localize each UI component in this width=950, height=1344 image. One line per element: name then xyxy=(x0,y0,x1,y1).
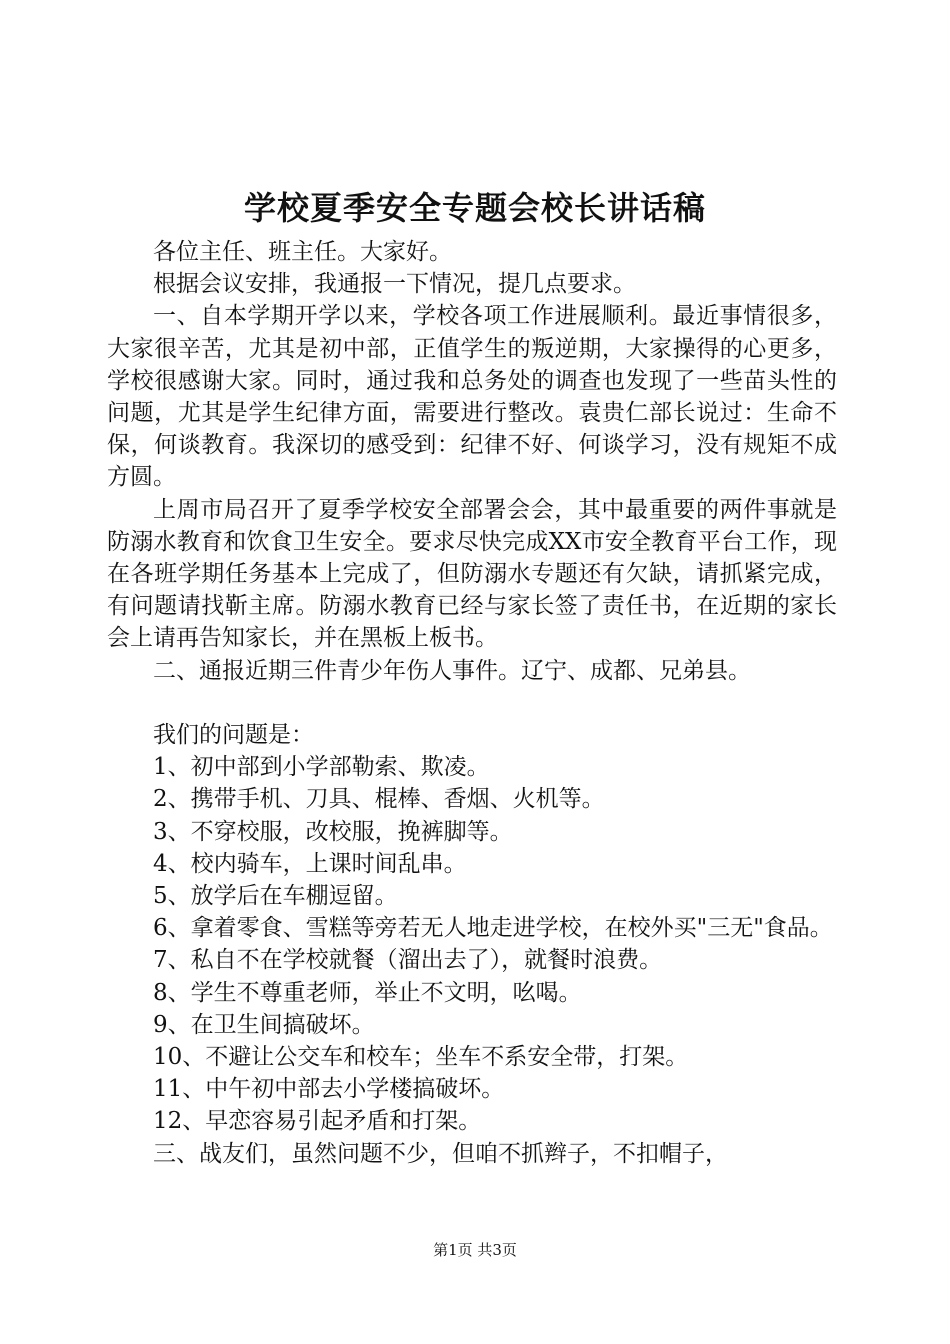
problem-item: 9、在卫生间搞破坏。 xyxy=(153,1011,375,1038)
document-body xyxy=(107,236,837,1170)
problem-item: 3、不穿校服，改校服，挽裤脚等。 xyxy=(153,818,513,845)
paragraph-greeting: 各位主任、班主任。大家好。 xyxy=(153,239,452,265)
blank-line xyxy=(107,687,837,719)
problem-item: 8、学生不尊重老师，举止不文明，吆喝。 xyxy=(153,979,582,1006)
problem-item: 6、拿着零食、雪糕等旁若无人地走进学校，在校外买"三无"食品。 xyxy=(153,915,833,942)
document-title: 学校夏季安全专题会校长讲话稿 xyxy=(243,189,706,227)
problem-item: 2、携带手机、刀具、棍棒、香烟、火机等。 xyxy=(153,786,605,813)
problem-item: 1、初中部到小学部勒索、欺凌。 xyxy=(153,754,490,781)
problem-item: 5、放学后在车棚逗留。 xyxy=(153,883,398,910)
problem-item: 7、私自不在学校就餐（溜出去了），就餐时浪费。 xyxy=(153,947,663,974)
problems-intro: 我们的问题是： xyxy=(153,722,314,749)
problem-item: 11、中午初中部去小学楼搞破坏。 xyxy=(153,1076,505,1103)
paragraph-section-two: 二、通报近期三件青少年伤人事件。辽宁、成都、兄弟县。 xyxy=(153,657,751,684)
problem-item: 10、不避让公交车和校车；坐车不系安全带，打架。 xyxy=(153,1044,689,1071)
paragraph-section-one: 一、自本学期开学以来，学校各项工作进展顺利。最近事情很多，大家很辛苦，尤其是初中部，正值学生的叛逆期，大家操得的心更多，学校很感谢大家。同时，通过我和总务处的调查也发现了一些苗头性的问题，尤其是学生纪律方面，需要进行整改。袁贵仁部长说过：生命不保，何谈教育。我深切的感受到：纪律不好、何谈学习，没有规矩不成方圆。 xyxy=(107,303,837,491)
page-footer: 第1页 共3页 xyxy=(433,1241,517,1259)
problem-item: 4、校内骑车，上课时间乱串。 xyxy=(153,850,467,877)
paragraph-safety-meeting: 上周市局召开了夏季学校安全部署会会，其中最重要的两件事就是防溺水教育和饮食卫生安全。要求尽快完成XX市安全教育平台工作，现在各班学期任务基本上完成了，但防溺水专题还有欠缺，请抓紧完成，有问题请找靳主席。防溺水教育已经与家长签了责任书，在近期的家长会上请再告知家长，并在黑板上板书。 xyxy=(107,496,837,652)
paragraph-agenda: 根据会议安排，我通报一下情况，提几点要求。 xyxy=(153,271,636,298)
paragraph-section-three: 三、战友们，虽然问题不少，但咱不抓辫子，不扣帽子， xyxy=(153,1140,728,1167)
problem-item: 12、早恋容易引起矛盾和打架。 xyxy=(153,1108,482,1135)
